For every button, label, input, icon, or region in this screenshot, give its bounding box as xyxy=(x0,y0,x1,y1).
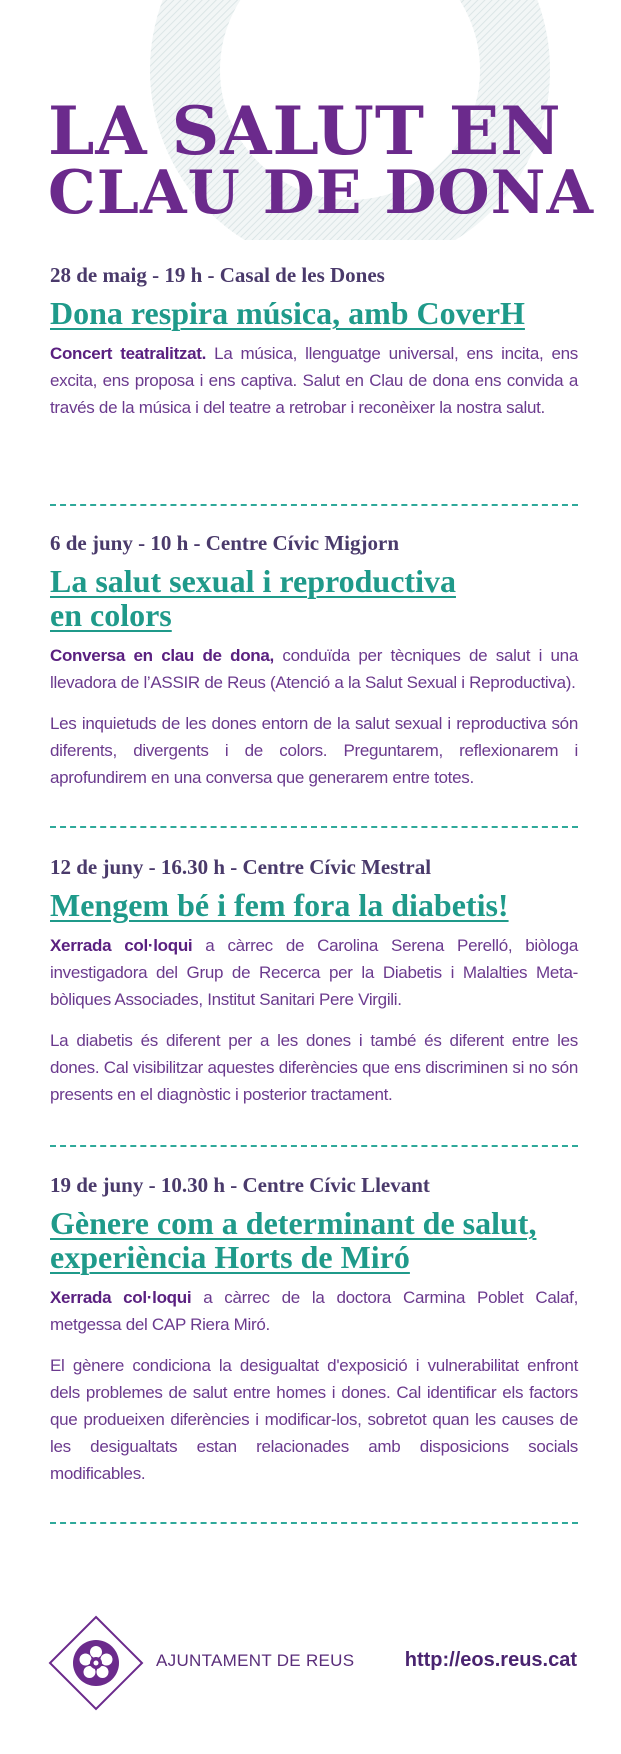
event-intro-text: conduïda per tècniques de salut i una llevadora de l’ASSIR de Reus (Atenció a la Salut Sexual i Reproductiva). xyxy=(50,646,578,692)
dashed-divider xyxy=(50,1145,578,1147)
event-description: La diabetis és diferent per a les dones i també és diferent entre les dones. Cal visibilitzar aquestes diferències que ens discriminen si no són presents en el diagnòstic i posterior tractament. xyxy=(50,1031,578,1104)
event-meta: 19 de juny - 10.30 h - Centre Cívic Llevant xyxy=(50,1173,430,1197)
dashed-divider xyxy=(50,504,578,506)
event-title-line: La salut sexual i reproductiva xyxy=(50,563,456,599)
event-intro-text: a càrrec de Carolina Serena Perelló, biòloga investigadora del Grup de Recerca per la Diabetis i Malalties Meta-bòliques Associades, Institut Sanitari Pere Virgili. xyxy=(50,936,578,1009)
event-3 xyxy=(50,854,578,1122)
event-intro-bold: Xerrada col·loqui xyxy=(50,936,193,955)
event-title xyxy=(50,564,578,632)
event-intro-text: La música, llenguatge universal, ens incita, ens excita, ens proposa i ens captiva. Salut en Clau de dona ens convida a través de la música i del teatre a retrobar i reconèixer la nostra salut. xyxy=(50,344,578,417)
event-title xyxy=(50,1206,578,1274)
event-2 xyxy=(50,530,578,805)
event-intro xyxy=(50,1284,578,1338)
event-intro-bold: Concert teatralitzat. xyxy=(50,344,207,363)
event-title-line: Dona respira música, amb CoverH xyxy=(50,295,525,331)
event-title-line: experiència Horts de Miró xyxy=(50,1239,410,1275)
footer-organization: AJUNTAMENT DE REUS xyxy=(156,1651,355,1670)
event-description: El gènere condiciona la desigualtat d'exposició i vulnerabilitat enfront dels problemes de salut entre homes i dones. Cal identificar els factors que produeixen diferències i modificar-los, sobretot quan les causes de les desigualtats estan relacionades amb disposicions socials modificables. xyxy=(50,1356,578,1483)
footer-website-link[interactable]: http://eos.reus.cat xyxy=(404,1649,577,1671)
event-intro xyxy=(50,642,578,696)
event-title-line: Mengem bé i fem fora la diabetis! xyxy=(50,887,509,923)
event-title-line: en colors xyxy=(50,597,172,633)
event-description: Les inquietuds de les dones entorn de la salut sexual i reproductiva són diferents, divergents i de colors. Preguntarem, reflexionarem i aprofundirem en una conversa que generarem entre totes. xyxy=(50,714,578,787)
dashed-divider xyxy=(50,1522,578,1524)
event-title-line: Gènere com a determinant de salut, xyxy=(50,1205,537,1241)
event-title xyxy=(50,888,578,922)
event-intro-text: a càrrec de la doctora Carmina Poblet Calaf, metgessa del CAP Riera Miró. xyxy=(50,1288,579,1334)
event-intro xyxy=(50,932,578,1013)
event-1 xyxy=(50,262,578,435)
event-meta: 12 de juny - 16.30 h - Centre Cívic Mestral xyxy=(50,855,432,879)
event-meta: 6 de juny - 10 h - Centre Cívic Migjorn xyxy=(50,531,399,555)
event-meta: 28 de maig - 19 h - Casal de les Dones xyxy=(50,263,385,287)
event-intro-bold: Conversa en clau de dona, xyxy=(50,646,274,665)
event-4 xyxy=(50,1172,578,1501)
page-title-line-1: LA SALUT EN xyxy=(48,92,562,170)
dashed-divider xyxy=(50,826,578,828)
event-intro xyxy=(50,340,578,421)
page-title-line-2: CLAU DE DONA xyxy=(48,158,595,228)
reus-rosette-logo-icon xyxy=(48,1615,144,1711)
event-title xyxy=(50,296,578,330)
event-intro-bold: Xerrada col·loqui xyxy=(50,1288,192,1307)
